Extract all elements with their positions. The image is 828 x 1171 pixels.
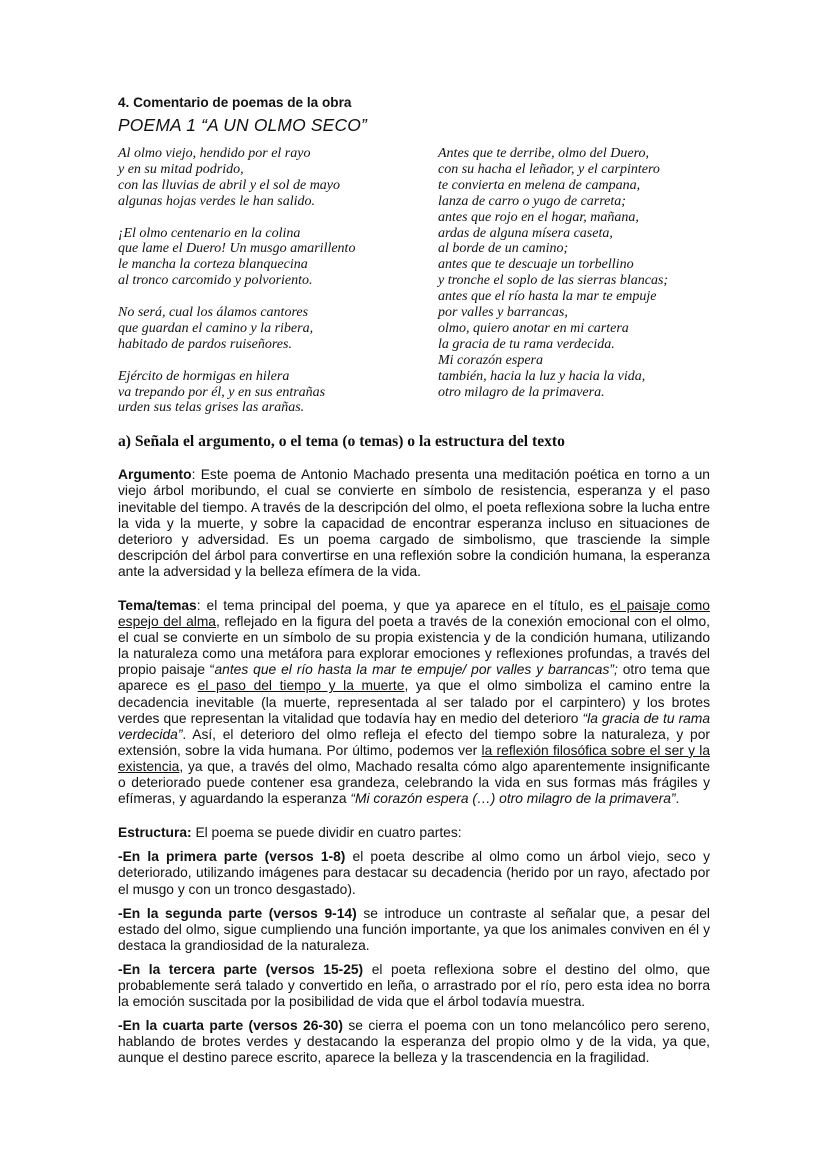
poem-line: la gracia de tu rama verdecida. — [438, 336, 615, 352]
estructura-part-text: el poeta describe al olmo como un árbol viejo, seco y deteriorado, utilizando imágenes para destacar su decadencia (herido por un rayo, afectado por el musgo y con un tronco desgastado). — [118, 849, 710, 897]
tema-paragraph — [118, 598, 710, 807]
question-heading: a) Señala el argumento, o el tema (o temas) o la estructura del texto — [118, 433, 565, 451]
poem-line: Ejército de hormigas en hilera — [118, 368, 290, 384]
tema-text: , reflejado en la figura del poeta a través de la conexión emocional con el olmo, el cual se convierte en un símbolo de su propia existencia y de la condición humana, utilizando la naturaleza como una metáfora para explorar emociones y reflexiones profundas, a través del propio paisaje “ — [118, 614, 710, 678]
argumento-text: : Este poema de Antonio Machado presenta una meditación poética en torno a un viejo árbol moribundo, el cual se convierte en símbolo de resistencia, esperanza y el paso inevitable del tiempo. A través de la descripción del olmo, el poeta reflexiona sobre la lucha entre la vida y la muerte, y sobre la capacidad de encontrar esperanza incluso en situaciones de deterioro y adversidad. Es un poema cargado de simbolismo, que trasciende la simple descripción del árbol para convertirse en una reflexión sobre la condición humana, la esperanza ante la adversidad y la belleza efímera de la vida. — [118, 467, 710, 579]
estructura-part-text: el poeta reflexiona sobre el destino del olmo, que probablemente será talado y convertido en leña, o arrastrado por el río, pero esta idea no borra la emoción suscitada por la posibilidad de vida que el árbol todavía muestra. — [118, 961, 710, 1010]
tema-quote-2: “la gracia de tu rama verdecida” — [118, 710, 711, 742]
poem-line: ardas de alguna mísera caseta, — [438, 225, 613, 241]
tema-text: , ya que, a través del olmo, Machado resalta cómo algo aparentemente insignificante o deteriorado puede contener esa grandeza, celebrando la vida en sus formas más frágiles y efímeras, y aguardando la esperanza — [118, 758, 710, 807]
estructura-part-2 — [118, 906, 710, 954]
poem-line: y en su mitad podrido, — [118, 161, 244, 177]
estructura-part-text: se introduce un contraste al señalar que, a pesar del estado del olmo, sigue cumpliendo una función importante, ya que los animales conviven en él y destaca la grandiosidad de la naturaleza. — [118, 905, 710, 953]
tema-label: Tema/temas — [118, 598, 197, 614]
poem-line: con su hacha el leñador, y el carpintero — [438, 161, 660, 177]
estructura-intro-text: El poema se puede dividir en cuatro partes: — [191, 825, 462, 841]
tema-underline-1: el paisaje como espejo del alma — [118, 598, 710, 630]
tema-text: : el tema principal del poema, y que ya aparece en el título, es — [196, 598, 610, 614]
poem-line: antes que rojo en el hogar, mañana, — [438, 209, 639, 225]
poem-line: va trepando por él, y en sus entrañas — [118, 384, 326, 400]
poem-line: Al olmo viejo, hendido por el rayo — [118, 146, 311, 161]
poem-line: ¡El olmo centenario en la colina — [118, 225, 301, 241]
tema-text: , ya que el olmo simboliza el camino entre la decadencia inevitable (la muerte, representada al ser talado por el carpintero) y los brotes verdes que representan la vitalidad que todavía hay en medio del deterioro — [118, 678, 710, 726]
poem-line: al tronco carcomido y polvoriento. — [118, 273, 313, 289]
tema-underline-2: el paso del tiempo y la muerte — [197, 678, 405, 694]
poem-line: que guardan el camino y la ribera, — [118, 320, 314, 336]
poem-line: por valles y barrancas, — [438, 305, 568, 321]
poem-line: otro milagro de la primavera. — [438, 384, 605, 400]
poem-line: No será, cual los álamos cantores — [118, 305, 309, 321]
estructura-part-label: -En la segunda parte (versos 9-14) — [118, 905, 357, 921]
estructura-intro — [118, 825, 710, 841]
estructura-part-label: -En la cuarta parte (versos 26-30) — [118, 1018, 343, 1034]
poem-stanza — [118, 305, 438, 353]
poem-column-right — [438, 146, 710, 416]
poem-line: urden sus telas grises las arañas. — [118, 400, 305, 416]
tema-text: otro tema que aparece es — [118, 662, 710, 694]
poem-line: le mancha la corteza blanquecina — [118, 257, 308, 273]
section-title: 4. Comentario de poemas de la obra — [118, 95, 352, 110]
tema-quote-1: antes que el río hasta la mar te empuje/ por valles y barrancas”; — [214, 662, 618, 678]
tema-underline-3: la reflexión filosófica sobre el ser y la existencia — [118, 742, 711, 774]
poem-line: Mi corazón espera — [438, 352, 543, 368]
poem-line: algunas hojas verdes le han salido. — [118, 193, 316, 209]
poem-line: al borde de un camino; — [438, 241, 569, 257]
tema-text: . — [675, 791, 680, 807]
poem-stanza — [438, 146, 710, 401]
estructura-part-3 — [118, 962, 710, 1010]
poem-column-left — [118, 146, 438, 416]
argumento-paragraph — [118, 467, 710, 580]
poem-stanza — [118, 226, 438, 290]
poem-line: olmo, quiero anotar en mi cartera — [438, 320, 629, 336]
estructura-part-1 — [118, 849, 710, 897]
poem-line: Antes que te derribe, olmo del Duero, — [438, 146, 649, 161]
poem-line: antes que el río hasta la mar te empuje — [438, 289, 657, 305]
poem-text — [118, 146, 710, 416]
poem-line: que lame el Duero! Un musgo amarillento — [118, 241, 356, 257]
poem-stanza — [118, 369, 438, 417]
estructura-part-label: -En la tercera parte (versos 15-25) — [118, 961, 364, 977]
poem-line: también, hacia la luz y hacia la vida, — [438, 368, 646, 384]
poem-line: te convierta en melena de campana, — [438, 177, 641, 193]
poem-line: antes que te descuaje un torbellino — [438, 257, 634, 273]
estructura-part-4 — [118, 1018, 710, 1066]
poem-line: habitado de pardos ruiseñores. — [118, 336, 292, 352]
tema-quote-3: “Mi corazón espera (…) otro milagro de la primavera” — [350, 791, 676, 807]
document-page — [118, 95, 710, 1066]
estructura-label: Estructura: — [118, 825, 192, 841]
poem-title: POEMA 1 “A UN OLMO SECO” — [118, 115, 367, 135]
tema-text: . Así, el deterioro del olmo refleja el efecto del tiempo sobre la naturaleza, y por extensión, sobre la vida humana. Por último, podemos ver — [118, 726, 710, 758]
poem-line: y tronche el soplo de las sierras blancas; — [438, 273, 669, 289]
poem-stanza — [118, 146, 438, 210]
argumento-label: Argumento — [118, 467, 192, 483]
poem-line: con las lluvias de abril y el sol de mayo — [118, 177, 341, 193]
estructura-part-text: se cierra el poema con un tono melancólico pero sereno, hablando de brotes verdes y destacando la esperanza del propio olmo y de la vida, ya que, aunque el destino parece escrito, aparece la belleza y la trascendencia en la fragilidad. — [118, 1018, 710, 1066]
estructura-part-label: -En la primera parte (versos 1-8) — [118, 849, 346, 865]
poem-line: lanza de carro o yugo de carreta; — [438, 193, 626, 209]
